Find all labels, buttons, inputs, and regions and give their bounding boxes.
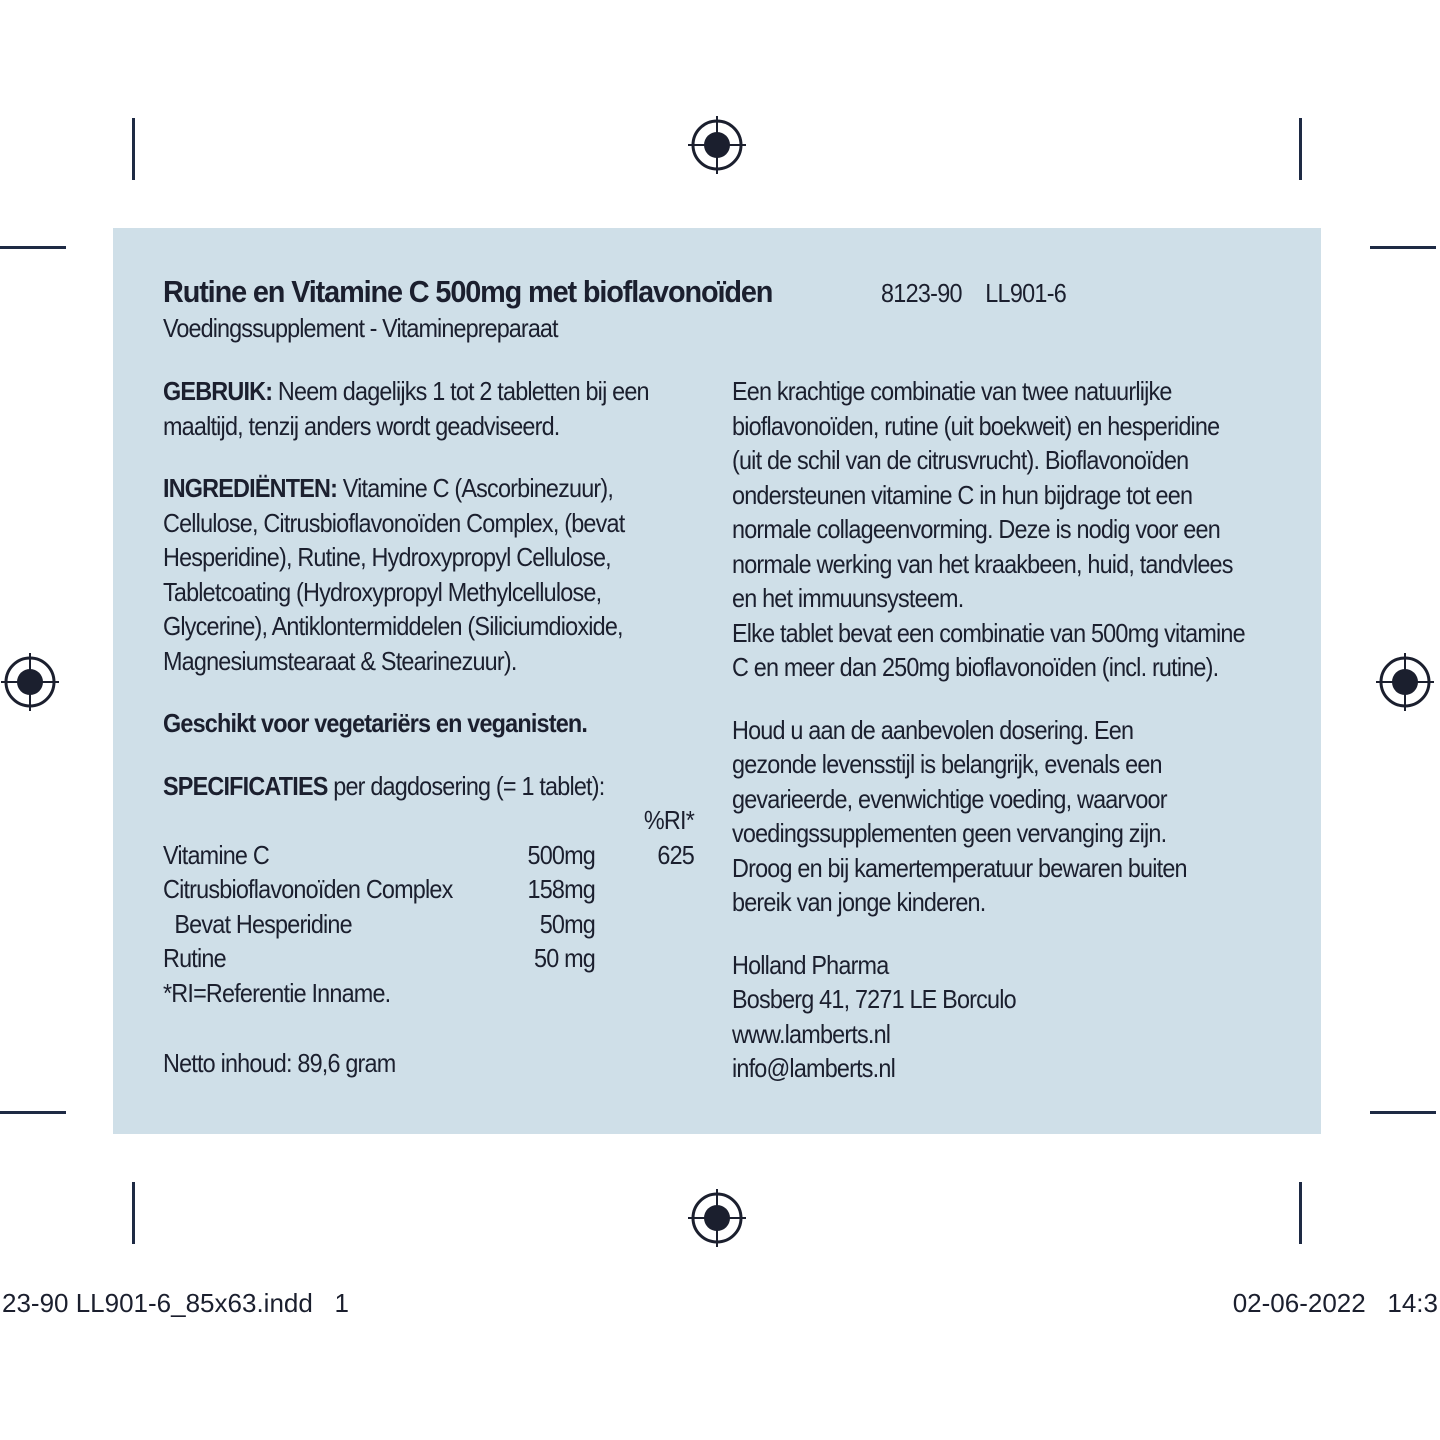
- advice-section: [732, 713, 1326, 920]
- vegan-section: [163, 706, 757, 741]
- product-label: [113, 228, 1321, 1134]
- crop-mark-left-lower: [0, 1111, 66, 1114]
- product-subtitle: Voedingssupplement - Vitaminepreparaat: [163, 313, 558, 343]
- specifications-heading: SPECIFICATIES: [163, 770, 328, 801]
- advice-line: Droog en bij kamertemperatuur bewaren buiten: [732, 852, 1187, 883]
- advice-line: bereik van jonge kinderen.: [732, 887, 986, 917]
- description-line: (uit de schil van de citrusvrucht). Bioflavonoïden: [732, 445, 1189, 475]
- table-row: [163, 838, 694, 873]
- crop-mark-right-lower: [1370, 1111, 1436, 1114]
- description-line: Een krachtige combinatie van twee natuurlijke: [732, 376, 1172, 406]
- registration-mark-left-icon: [1, 653, 59, 711]
- nutrient-name: Vitamine C: [163, 839, 269, 870]
- advice-line: Houd u aan de aanbevolen dosering. Een: [732, 714, 1134, 745]
- ri-header: %RI*: [643, 805, 694, 835]
- nutrient-amount: 500mg: [527, 839, 595, 870]
- ingredients-line: Hesperidine), Rutine, Hydroxypropyl Cellulose,: [163, 542, 611, 572]
- company-name: Holland Pharma: [732, 949, 889, 980]
- footer-date: 02-06-2022 14:3: [1232, 1288, 1438, 1318]
- nutrient-ri: 625: [657, 839, 694, 870]
- company-email-link[interactable]: info@lamberts.nl: [732, 1053, 895, 1083]
- ingredients-line: Magnesiumstearaat & Stearinezuur).: [163, 645, 517, 676]
- product-codes: [881, 278, 1089, 309]
- product-title: Rutine en Vitamine C 500mg met bioflavonoïden: [163, 274, 773, 309]
- footer-filename: 23-90 LL901-6_85x63.indd 1: [2, 1288, 349, 1318]
- description-line: en het immuunsysteem.: [732, 583, 964, 613]
- right-column: [732, 374, 1332, 1086]
- advice-line: gevarieerde, evenwichtige voeding, waarvoor: [732, 783, 1167, 814]
- specifications-section: [163, 769, 762, 1081]
- ingredients-section: [163, 471, 757, 678]
- ingredients-text-1: Vitamine C (Ascorbinezuur),: [337, 473, 614, 503]
- advice-line: gezonde levensstijl is belangrijk, evenals een: [732, 749, 1162, 779]
- usage-heading: GEBRUIK:: [163, 376, 273, 406]
- ingredients-line: Tabletcoating (Hydroxypropyl Methylcellulose,: [163, 576, 602, 607]
- description-line: normale collageenvorming. Deze is nodig voor een: [732, 514, 1220, 544]
- description-line: C en meer dan 250mg bioflavonoïden (incl. rutine).: [732, 652, 1219, 682]
- crop-mark-top-left: [132, 118, 135, 180]
- company-website-link[interactable]: www.lamberts.nl: [732, 1018, 891, 1049]
- crop-mark-left-upper: [0, 246, 66, 249]
- table-row: [163, 872, 694, 907]
- crop-mark-bottom-right: [1299, 1182, 1302, 1244]
- crop-mark-right-upper: [1370, 246, 1436, 249]
- description-line: bioflavonoïden, rutine (uit boekweit) en hesperidine: [732, 410, 1220, 441]
- product-code: 8123-90: [881, 278, 962, 308]
- nutrient-name: Citrusbioflavonoïden Complex: [163, 874, 453, 904]
- usage-section: [163, 374, 757, 443]
- vegan-statement: Geschikt voor vegetariërs en veganisten.: [163, 708, 588, 738]
- left-column: [163, 374, 763, 1080]
- nutrient-name: Bevat Hesperidine: [163, 908, 352, 939]
- usage-text-1: Neem dagelijks 1 tot 2 tabletten bij een: [272, 376, 649, 406]
- specifications-table: [163, 803, 694, 976]
- table-row: [163, 907, 694, 942]
- ingredients-line: Cellulose, Citrusbioflavonoïden Complex, (bevat: [163, 507, 625, 538]
- ingredients-heading: INGREDIËNTEN:: [163, 473, 338, 503]
- table-row: [163, 941, 694, 976]
- registration-mark-top-icon: [688, 116, 746, 174]
- company-address: Bosberg 41, 7271 LE Borculo: [732, 984, 1016, 1014]
- description-line: Elke tablet bevat een combinatie van 500mg vitamine: [732, 617, 1245, 648]
- usage-text-2: maaltijd, tenzij anders wordt geadviseerd.: [163, 410, 560, 441]
- nutrient-amount: 158mg: [527, 874, 595, 904]
- nutrient-amount: 50 mg: [534, 943, 595, 973]
- nutrient-name: Rutine: [163, 943, 226, 973]
- registration-mark-right-icon: [1376, 653, 1434, 711]
- description-line: ondersteunen vitamine C in hun bijdrage tot een: [732, 479, 1193, 510]
- company-section: [732, 948, 1326, 1086]
- crop-mark-bottom-left: [132, 1182, 135, 1244]
- advice-line: voedingssupplementen geen vervanging zijn.: [732, 818, 1167, 848]
- crop-mark-top-right: [1299, 118, 1302, 180]
- lot-code: LL901-6: [985, 278, 1067, 308]
- registration-mark-bottom-icon: [688, 1189, 746, 1247]
- ingredients-line: Glycerine), Antiklontermiddelen (Siliciumdioxide,: [163, 611, 623, 641]
- nutrient-amount: 50mg: [539, 908, 595, 939]
- net-content: Netto inhoud: 89,6 gram: [163, 1047, 396, 1078]
- description-section: [732, 374, 1326, 685]
- ri-footnote: *RI=Referentie Inname.: [163, 978, 391, 1008]
- specifications-subheading: per dagdosering (= 1 tablet):: [327, 770, 605, 801]
- description-line: normale werking van het kraakbeen, huid, tandvlees: [732, 548, 1233, 579]
